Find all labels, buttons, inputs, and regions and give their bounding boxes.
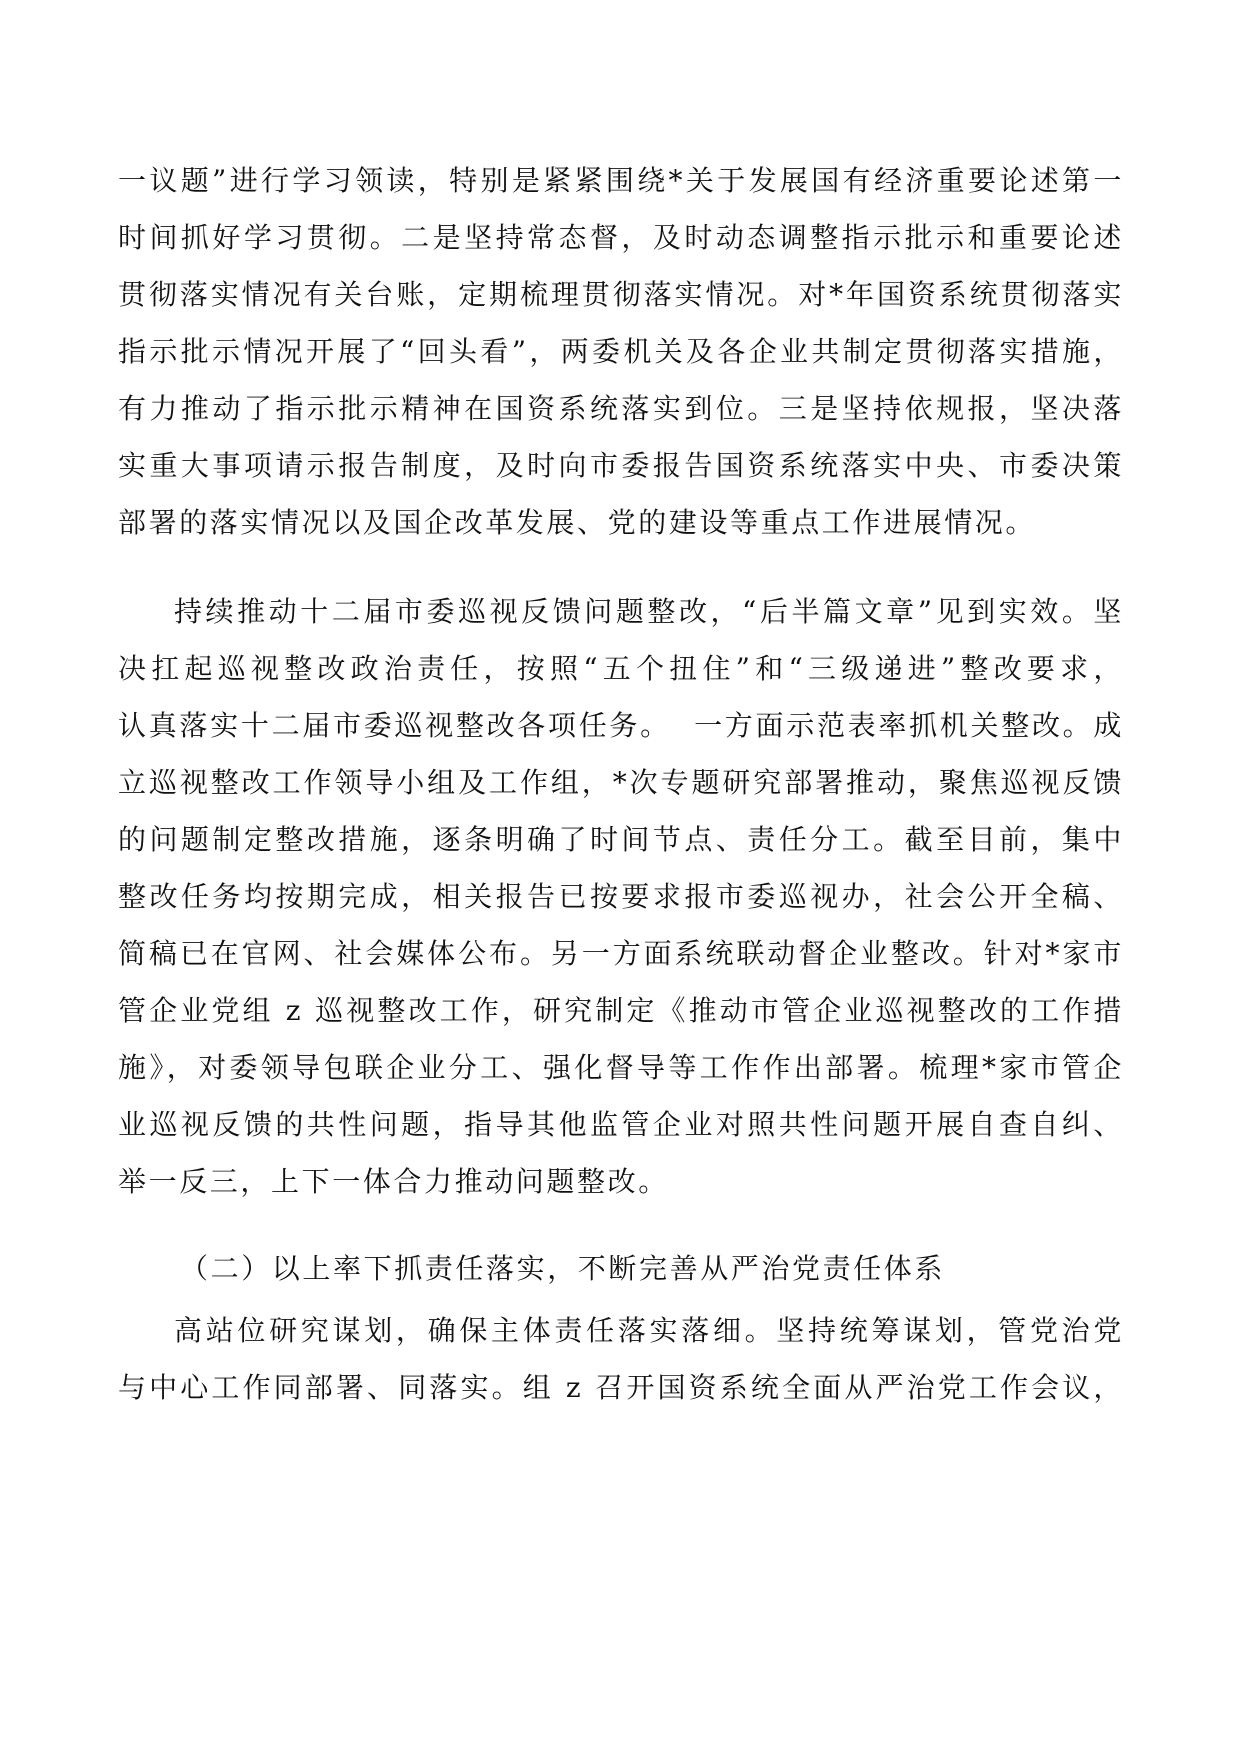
paragraph-2-line-7: 简稿已在官网、社会媒体公布。另一方面系统联动督企业整改。针对*家市 bbox=[118, 937, 1124, 970]
paragraph-1-line-3: 贯彻落实情况有关台账，定期梳理贯彻落实情况。对*年国资系统贯彻落实 bbox=[118, 278, 1124, 311]
paragraph-2-line-8: 管企业党组 z 巡视整改工作，研究制定《推动市管企业巡视整改的工作措 bbox=[118, 994, 1124, 1027]
paragraph-2-line-11: 举一反三，上下一体合力推动问题整改。 bbox=[118, 1165, 669, 1198]
paragraph-2-line-1: 持续推动十二届市委巡视反馈问题整改，“后半篇文章”见到实效。坚 bbox=[174, 595, 1124, 628]
paragraph-2-line-10: 业巡视反馈的共性问题，指导其他监管企业对照共性问题开展自查自纠、 bbox=[118, 1108, 1124, 1141]
paragraph-2-line-2: 决扛起巡视整改政治责任，按照“五个扭住”和“三级递进”整改要求， bbox=[118, 652, 1124, 685]
paragraph-2-line-4: 立巡视整改工作领导小组及工作组，*次专题研究部署推动，聚焦巡视反馈 bbox=[118, 766, 1124, 799]
paragraph-3-line-1: 高站位研究谋划，确保主体责任落实落细。坚持统筹谋划，管党治党 bbox=[174, 1314, 1124, 1347]
paragraph-1-line-5: 有力推动了指示批示精神在国资系统落实到位。三是坚持依规报，坚决落 bbox=[118, 392, 1124, 425]
paragraph-1-line-7: 部署的落实情况以及国企改革发展、党的建设等重点工作进展情况。 bbox=[118, 506, 1037, 539]
paragraph-2-line-5: 的问题制定整改措施，逐条明确了时间节点、责任分工。截至目前，集中 bbox=[118, 823, 1124, 856]
paragraph-3-line-2: 与中心工作同部署、同落实。组 z 召开国资系统全面从严治党工作会议， bbox=[118, 1371, 1124, 1404]
paragraph-2-line-6: 整改任务均按期完成，相关报告已按要求报市委巡视办，社会公开全稿、 bbox=[118, 880, 1124, 913]
section-heading: （二）以上率下抓责任落实，不断完善从严治党责任体系 bbox=[180, 1252, 946, 1285]
paragraph-1-line-2: 时间抓好学习贯彻。二是坚持常态督，及时动态调整指示批示和重要论述 bbox=[118, 221, 1124, 254]
paragraph-1-line-6: 实重大事项请示报告制度，及时向市委报告国资系统落实中央、市委决策 bbox=[118, 449, 1124, 482]
paragraph-1-line-4: 指示批示情况开展了“回头看”，两委机关及各企业共制定贯彻落实措施， bbox=[118, 335, 1124, 368]
paragraph-2-line-9: 施》，对委领导包联企业分工、强化督导等工作作出部署。梳理*家市管企 bbox=[118, 1051, 1124, 1084]
paragraph-1-line-1: 一议题”进行学习领读，特别是紧紧围绕*关于发展国有经济重要论述第一 bbox=[118, 164, 1124, 197]
paragraph-2-line-3: 认真落实十二届市委巡视整改各项任务。 一方面示范表率抓机关整改。成 bbox=[118, 709, 1124, 742]
